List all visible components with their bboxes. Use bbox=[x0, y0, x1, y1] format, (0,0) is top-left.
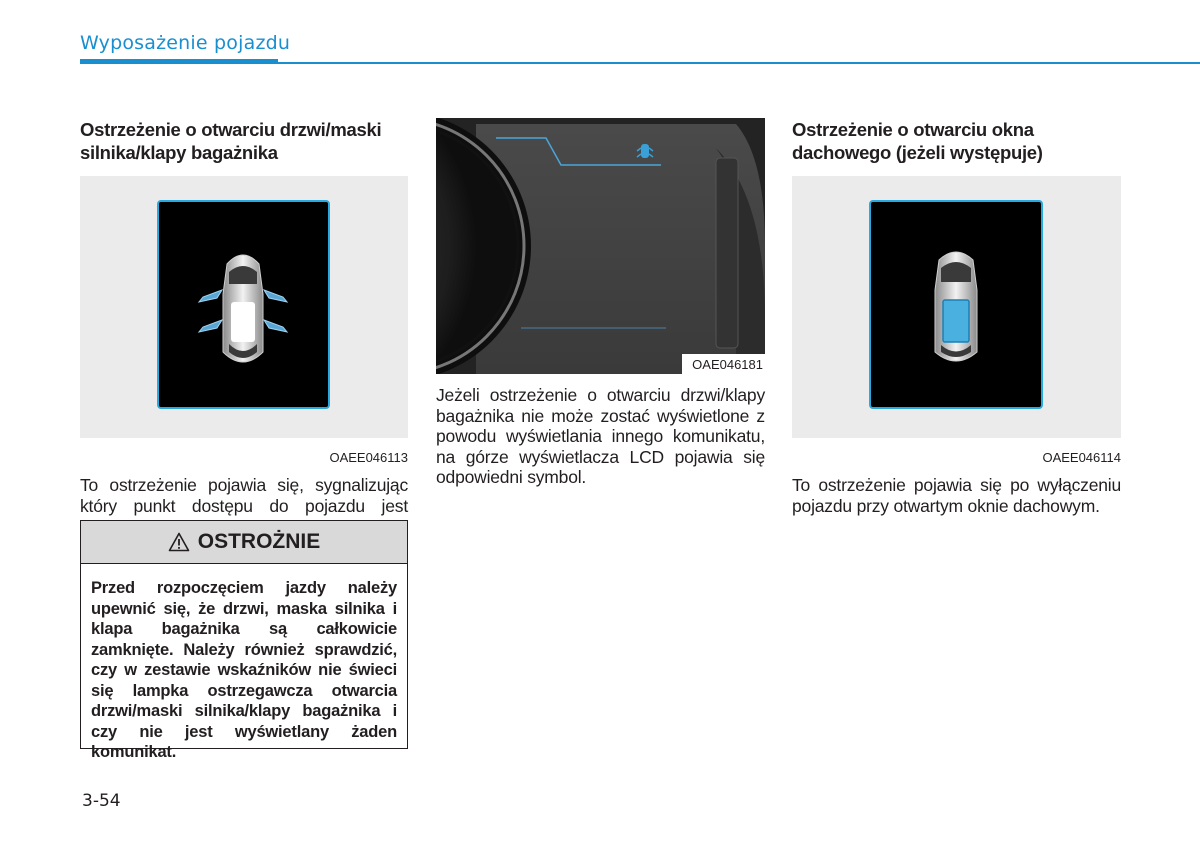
middle-column bbox=[436, 118, 765, 488]
sunroof-open-figure bbox=[792, 176, 1121, 465]
caution-header bbox=[81, 521, 407, 564]
figure-code: OAEE046113 bbox=[329, 450, 408, 465]
left-column bbox=[80, 118, 408, 537]
section-heading-sunroof-warning: Ostrzeżenie o otwarciu okna dachowego (jeżeli występuje) bbox=[792, 119, 1043, 163]
sunroof-warning-description: To ostrzeżenie pojawia się po wyłączeniu pojazdu przy otwartym oknie dachowym. bbox=[792, 475, 1121, 516]
page-number: 3-54 bbox=[82, 791, 121, 811]
right-column bbox=[792, 118, 1121, 516]
car-doors-open-icon bbox=[159, 202, 328, 407]
section-heading-door-warning: Ostrzeżenie o otwarciu drzwi/maski silnika/klapy bagażnika bbox=[80, 119, 382, 163]
figure-code: OAE046181 bbox=[692, 357, 763, 372]
lcd-symbol-description: Jeżeli ostrzeżenie o otwarciu drzwi/klapy bagażnika nie może zostać wyświetlone z powodu wyświetlania innego komunikatu, na górze wyświetlacza LCD pojawia się odpowiedni symbol. bbox=[436, 385, 765, 487]
cluster-display bbox=[869, 200, 1043, 409]
page-section-title: Wyposażenie pojazdu bbox=[80, 32, 291, 54]
lcd-cluster-figure bbox=[436, 118, 765, 374]
car-sunroof-open-icon bbox=[871, 202, 1041, 407]
instrument-cluster-illustration bbox=[436, 118, 765, 374]
door-warning-description: To ostrzeżenie pojawia się, sygnalizując który punkt dostępu do pojazdu jest bbox=[80, 475, 408, 516]
header-rule-accent bbox=[80, 59, 278, 64]
cluster-display bbox=[157, 200, 330, 409]
warning-triangle-icon bbox=[168, 532, 190, 552]
caution-label: OSTROŻNIE bbox=[197, 530, 321, 553]
caution-box bbox=[80, 520, 408, 761]
figure-code: OAEE046114 bbox=[1042, 450, 1121, 465]
door-open-figure bbox=[80, 176, 408, 465]
caution-text: Przed rozpoczęciem jazdy należy upewnić się, że drzwi, maska silnika i klapa bagażnika są całkowicie zamknięte. Należy również sprawdzić, czy w zestawie wskaźników nie świeci się lampka ostrzegawcza otwarcia drzwi/maski silnika/klapy bagażnika i czy nie jest wyświetlany żaden komunikat. bbox=[91, 579, 397, 761]
